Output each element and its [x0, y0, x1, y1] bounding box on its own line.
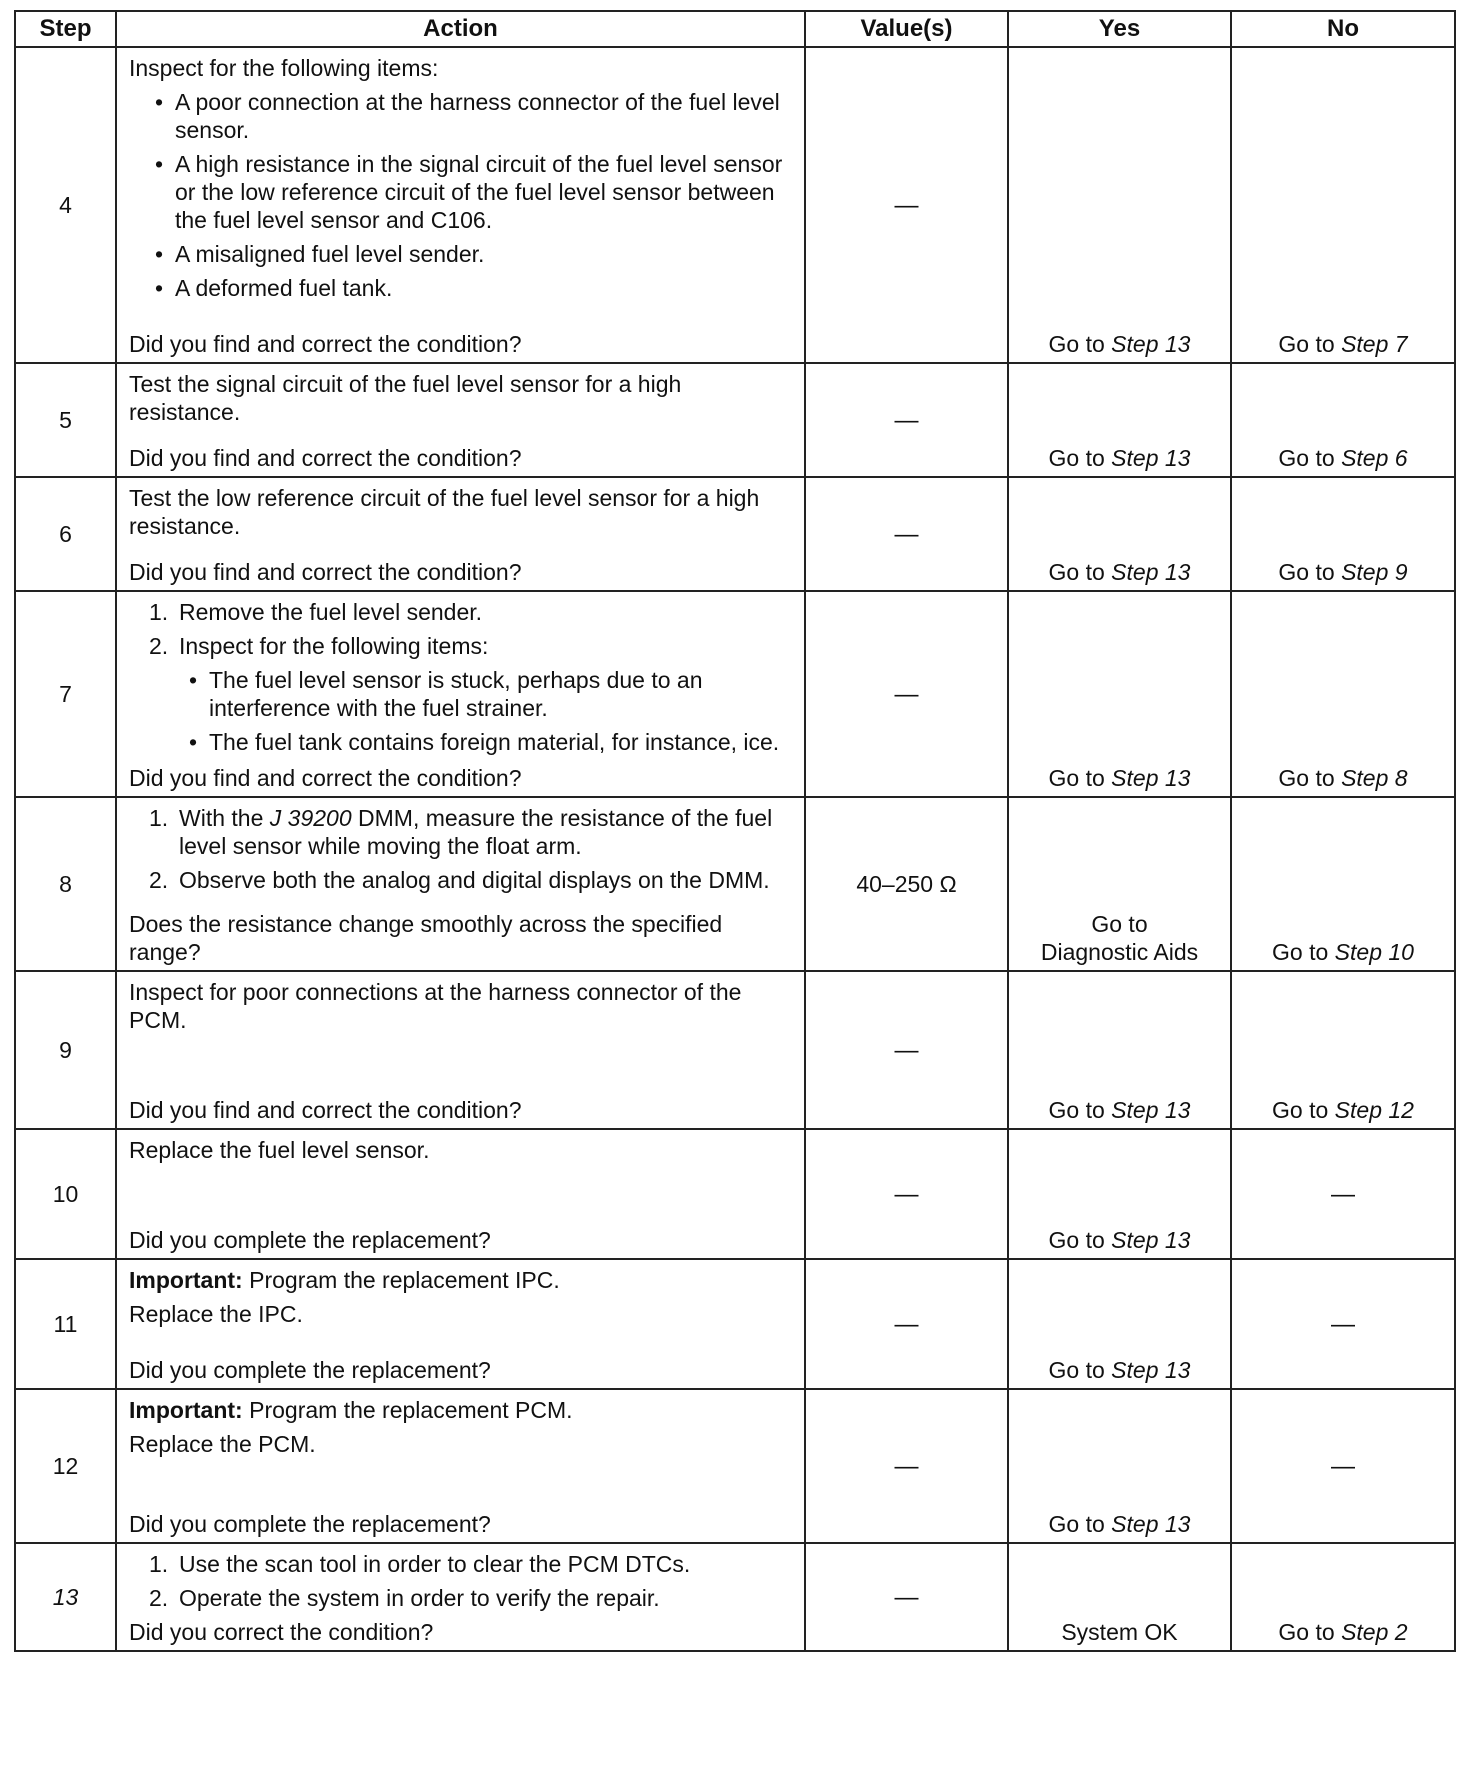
numbered-list — [129, 598, 794, 762]
yes-step-link[interactable]: Step 13 — [1111, 1511, 1191, 1537]
item-text: Observe both the analog and digital displays on the DMM. — [179, 867, 770, 893]
no-step-link[interactable]: Step 7 — [1341, 331, 1408, 357]
action-cell — [116, 1543, 805, 1651]
tool-reference: J 39200 — [269, 805, 352, 831]
value-dash: — — [894, 1180, 919, 1208]
header-action: Action — [116, 11, 805, 47]
list-item — [149, 1584, 794, 1612]
goto-text: Go to — [1278, 445, 1335, 471]
action-cell — [116, 1129, 805, 1259]
value-cell — [805, 477, 1008, 591]
no-cell — [1231, 363, 1455, 477]
step-number: 4 — [15, 47, 116, 363]
list-item: • A poor connection at the harness connector of the fuel level sensor. — [153, 88, 794, 144]
action-text: Inspect for the following items: — [129, 55, 439, 81]
yes-step-link[interactable]: Step 13 — [1111, 559, 1191, 585]
action-text: Replace the IPC. — [129, 1301, 303, 1327]
value-cell — [805, 971, 1008, 1129]
value-cell — [805, 363, 1008, 477]
step-number: 9 — [15, 971, 116, 1129]
no-cell — [1231, 591, 1455, 797]
goto-text: Go to — [1048, 445, 1105, 471]
goto-text: Go to — [1048, 1511, 1105, 1537]
step-number: 12 — [15, 1389, 116, 1543]
goto-text: Go to — [1272, 939, 1329, 965]
yes-text: System OK — [1061, 1619, 1178, 1645]
bullet-list — [129, 88, 794, 308]
action-text: Test the low reference circuit of the fuel level sensor for a high resistance. — [129, 485, 760, 539]
yes-step-link[interactable]: Step 13 — [1111, 331, 1191, 357]
yes-step-link[interactable]: Step 13 — [1111, 1357, 1191, 1383]
item-number: 1. — [149, 805, 169, 831]
value-cell — [805, 1259, 1008, 1389]
question-text: Did you find and correct the condition? — [129, 1097, 522, 1123]
table-row-step-6 — [15, 477, 1455, 591]
yes-step-link[interactable]: Step 13 — [1111, 445, 1191, 471]
no-step-link[interactable]: Step 2 — [1341, 1619, 1408, 1645]
important-note — [129, 1266, 794, 1294]
step-number: 7 — [15, 591, 116, 797]
list-item — [149, 632, 794, 756]
action-cell — [116, 47, 805, 363]
header-no: No — [1231, 11, 1455, 47]
no-cell — [1231, 797, 1455, 971]
no-cell — [1231, 1259, 1455, 1389]
value-dash: — — [894, 191, 919, 219]
action-cell — [116, 363, 805, 477]
item-text: Inspect for the following items: — [179, 633, 489, 659]
goto-text: Go to — [1278, 331, 1335, 357]
item-number: 2. — [149, 633, 169, 659]
step-number: 8 — [15, 797, 116, 971]
question-text: Did you complete the replacement? — [129, 1227, 491, 1253]
item-number: 1. — [149, 1551, 169, 1577]
no-step-link[interactable]: Step 6 — [1341, 445, 1408, 471]
goto-text: Go to — [1278, 765, 1335, 791]
list-item: • The fuel level sensor is stuck, perhaps due to an interference with the fuel strainer. — [187, 666, 794, 722]
header-yes: Yes — [1008, 11, 1231, 47]
yes-link[interactable]: Go to Diagnostic Aids — [1040, 911, 1199, 965]
list-item: • A misaligned fuel level sender. — [153, 240, 794, 268]
goto-text: Go to — [1048, 331, 1105, 357]
no-cell — [1231, 971, 1455, 1129]
list-item: • A high resistance in the signal circuit of the fuel level sensor or the low reference circuit of the fuel level sensor between the fuel level sensor and C106. — [153, 150, 794, 234]
list-item — [149, 598, 794, 626]
diagnostic-table — [14, 10, 1456, 1652]
table-row-step-12 — [15, 1389, 1455, 1543]
action-cell — [116, 477, 805, 591]
table-row-step-7 — [15, 591, 1455, 797]
step-number: 13 — [15, 1543, 116, 1651]
action-text: Inspect for poor connections at the harness connector of the PCM. — [129, 979, 742, 1033]
question-text: Does the resistance change smoothly across the specified range? — [129, 911, 723, 965]
table-row-step-9 — [15, 971, 1455, 1129]
goto-text: Go to — [1278, 559, 1335, 585]
table-row-step-13 — [15, 1543, 1455, 1651]
question-text: Did you find and correct the condition? — [129, 445, 522, 471]
goto-text: Go to — [1048, 559, 1105, 585]
yes-cell — [1008, 1129, 1231, 1259]
action-cell — [116, 1259, 805, 1389]
value-cell — [805, 1389, 1008, 1543]
item-text: Use the scan tool in order to clear the PCM DTCs. — [179, 1551, 691, 1577]
table-row-step-5 — [15, 363, 1455, 477]
header-step: Step — [15, 11, 116, 47]
goto-text: Go to — [1278, 1619, 1335, 1645]
important-text: Program the replacement PCM. — [249, 1397, 573, 1423]
yes-cell — [1008, 971, 1231, 1129]
yes-cell — [1008, 1543, 1231, 1651]
no-cell — [1231, 477, 1455, 591]
yes-step-link[interactable]: Step 13 — [1111, 1227, 1191, 1253]
yes-cell — [1008, 1389, 1231, 1543]
yes-step-link[interactable]: Step 13 — [1111, 765, 1191, 791]
no-cell — [1231, 1129, 1455, 1259]
value-cell — [805, 591, 1008, 797]
value-dash: — — [894, 680, 919, 708]
item-number: 2. — [149, 1585, 169, 1611]
yes-cell — [1008, 363, 1231, 477]
goto-text: Go to — [1048, 1227, 1105, 1253]
list-item: • A deformed fuel tank. — [153, 274, 794, 302]
yes-cell — [1008, 477, 1231, 591]
item-number: 2. — [149, 867, 169, 893]
yes-cell — [1008, 47, 1231, 363]
table-header-row — [15, 11, 1455, 47]
item-text: Operate the system in order to verify the repair. — [179, 1585, 660, 1611]
goto-text: Go to — [1272, 1097, 1329, 1123]
no-step-link[interactable]: Step 8 — [1341, 765, 1408, 791]
goto-text: Go to — [1048, 1097, 1105, 1123]
yes-cell — [1008, 797, 1231, 971]
goto-text: Go to — [1048, 1357, 1105, 1383]
question-text: Did you find and correct the condition? — [129, 765, 522, 791]
action-cell — [116, 797, 805, 971]
question-text: Did you find and correct the condition? — [129, 559, 522, 585]
list-item — [149, 804, 794, 860]
yes-cell — [1008, 1259, 1231, 1389]
no-cell — [1231, 47, 1455, 363]
important-label: Important: — [129, 1267, 243, 1293]
list-item: • The fuel tank contains foreign material, for instance, ice. — [187, 728, 794, 756]
question-text: Did you find and correct the condition? — [129, 331, 522, 357]
no-cell — [1231, 1389, 1455, 1543]
value-cell — [805, 1129, 1008, 1259]
value-cell — [805, 47, 1008, 363]
header-values: Value(s) — [805, 11, 1008, 47]
value-dash: — — [894, 406, 919, 434]
action-text: Replace the PCM. — [129, 1431, 316, 1457]
action-text: Test the signal circuit of the fuel level sensor for a high resistance. — [129, 371, 682, 425]
value-cell — [805, 797, 1008, 971]
table-row-step-4 — [15, 47, 1455, 363]
question-text: Did you correct the condition? — [129, 1619, 434, 1645]
step-number: 11 — [15, 1259, 116, 1389]
action-text: Replace the fuel level sensor. — [129, 1137, 430, 1163]
numbered-list — [129, 1550, 794, 1618]
yes-step-link[interactable]: Step 13 — [1111, 1097, 1191, 1123]
no-step-link[interactable]: Step 12 — [1334, 1097, 1414, 1123]
no-dash: — — [1331, 1452, 1355, 1480]
value-text: 40–250 Ω — [856, 871, 957, 897]
list-item — [149, 866, 794, 894]
question-text: Did you complete the replacement? — [129, 1511, 491, 1537]
no-dash: — — [1331, 1180, 1355, 1208]
item-number: 1. — [149, 599, 169, 625]
list-item — [149, 1550, 794, 1578]
no-step-link[interactable]: Step 9 — [1341, 559, 1408, 585]
important-note — [129, 1396, 794, 1424]
step-number: 10 — [15, 1129, 116, 1259]
action-cell — [116, 1389, 805, 1543]
yes-cell — [1008, 591, 1231, 797]
item-text: Remove the fuel level sender. — [179, 599, 483, 625]
value-dash: — — [894, 1583, 919, 1611]
item-text: DMM, measure the resistance of the fuel level sensor while moving the float arm. — [179, 805, 773, 859]
no-dash: — — [1331, 1310, 1355, 1338]
important-label: Important: — [129, 1397, 243, 1423]
important-text: Program the replacement IPC. — [249, 1267, 560, 1293]
goto-text: Go to — [1048, 765, 1105, 791]
numbered-list — [129, 804, 794, 900]
value-dash: — — [894, 520, 919, 548]
table-row-step-11 — [15, 1259, 1455, 1389]
question-text: Did you complete the replacement? — [129, 1357, 491, 1383]
table-row-step-8 — [15, 797, 1455, 971]
action-cell — [116, 971, 805, 1129]
no-step-link[interactable]: Step 10 — [1334, 939, 1414, 965]
step-number: 5 — [15, 363, 116, 477]
value-cell — [805, 1543, 1008, 1651]
value-dash: — — [894, 1452, 919, 1480]
no-cell — [1231, 1543, 1455, 1651]
value-dash: — — [894, 1310, 919, 1338]
item-text: With the — [179, 805, 264, 831]
bullet-list — [179, 666, 794, 756]
value-dash: — — [894, 1036, 919, 1064]
table-row-step-10 — [15, 1129, 1455, 1259]
action-cell — [116, 591, 805, 797]
step-number: 6 — [15, 477, 116, 591]
